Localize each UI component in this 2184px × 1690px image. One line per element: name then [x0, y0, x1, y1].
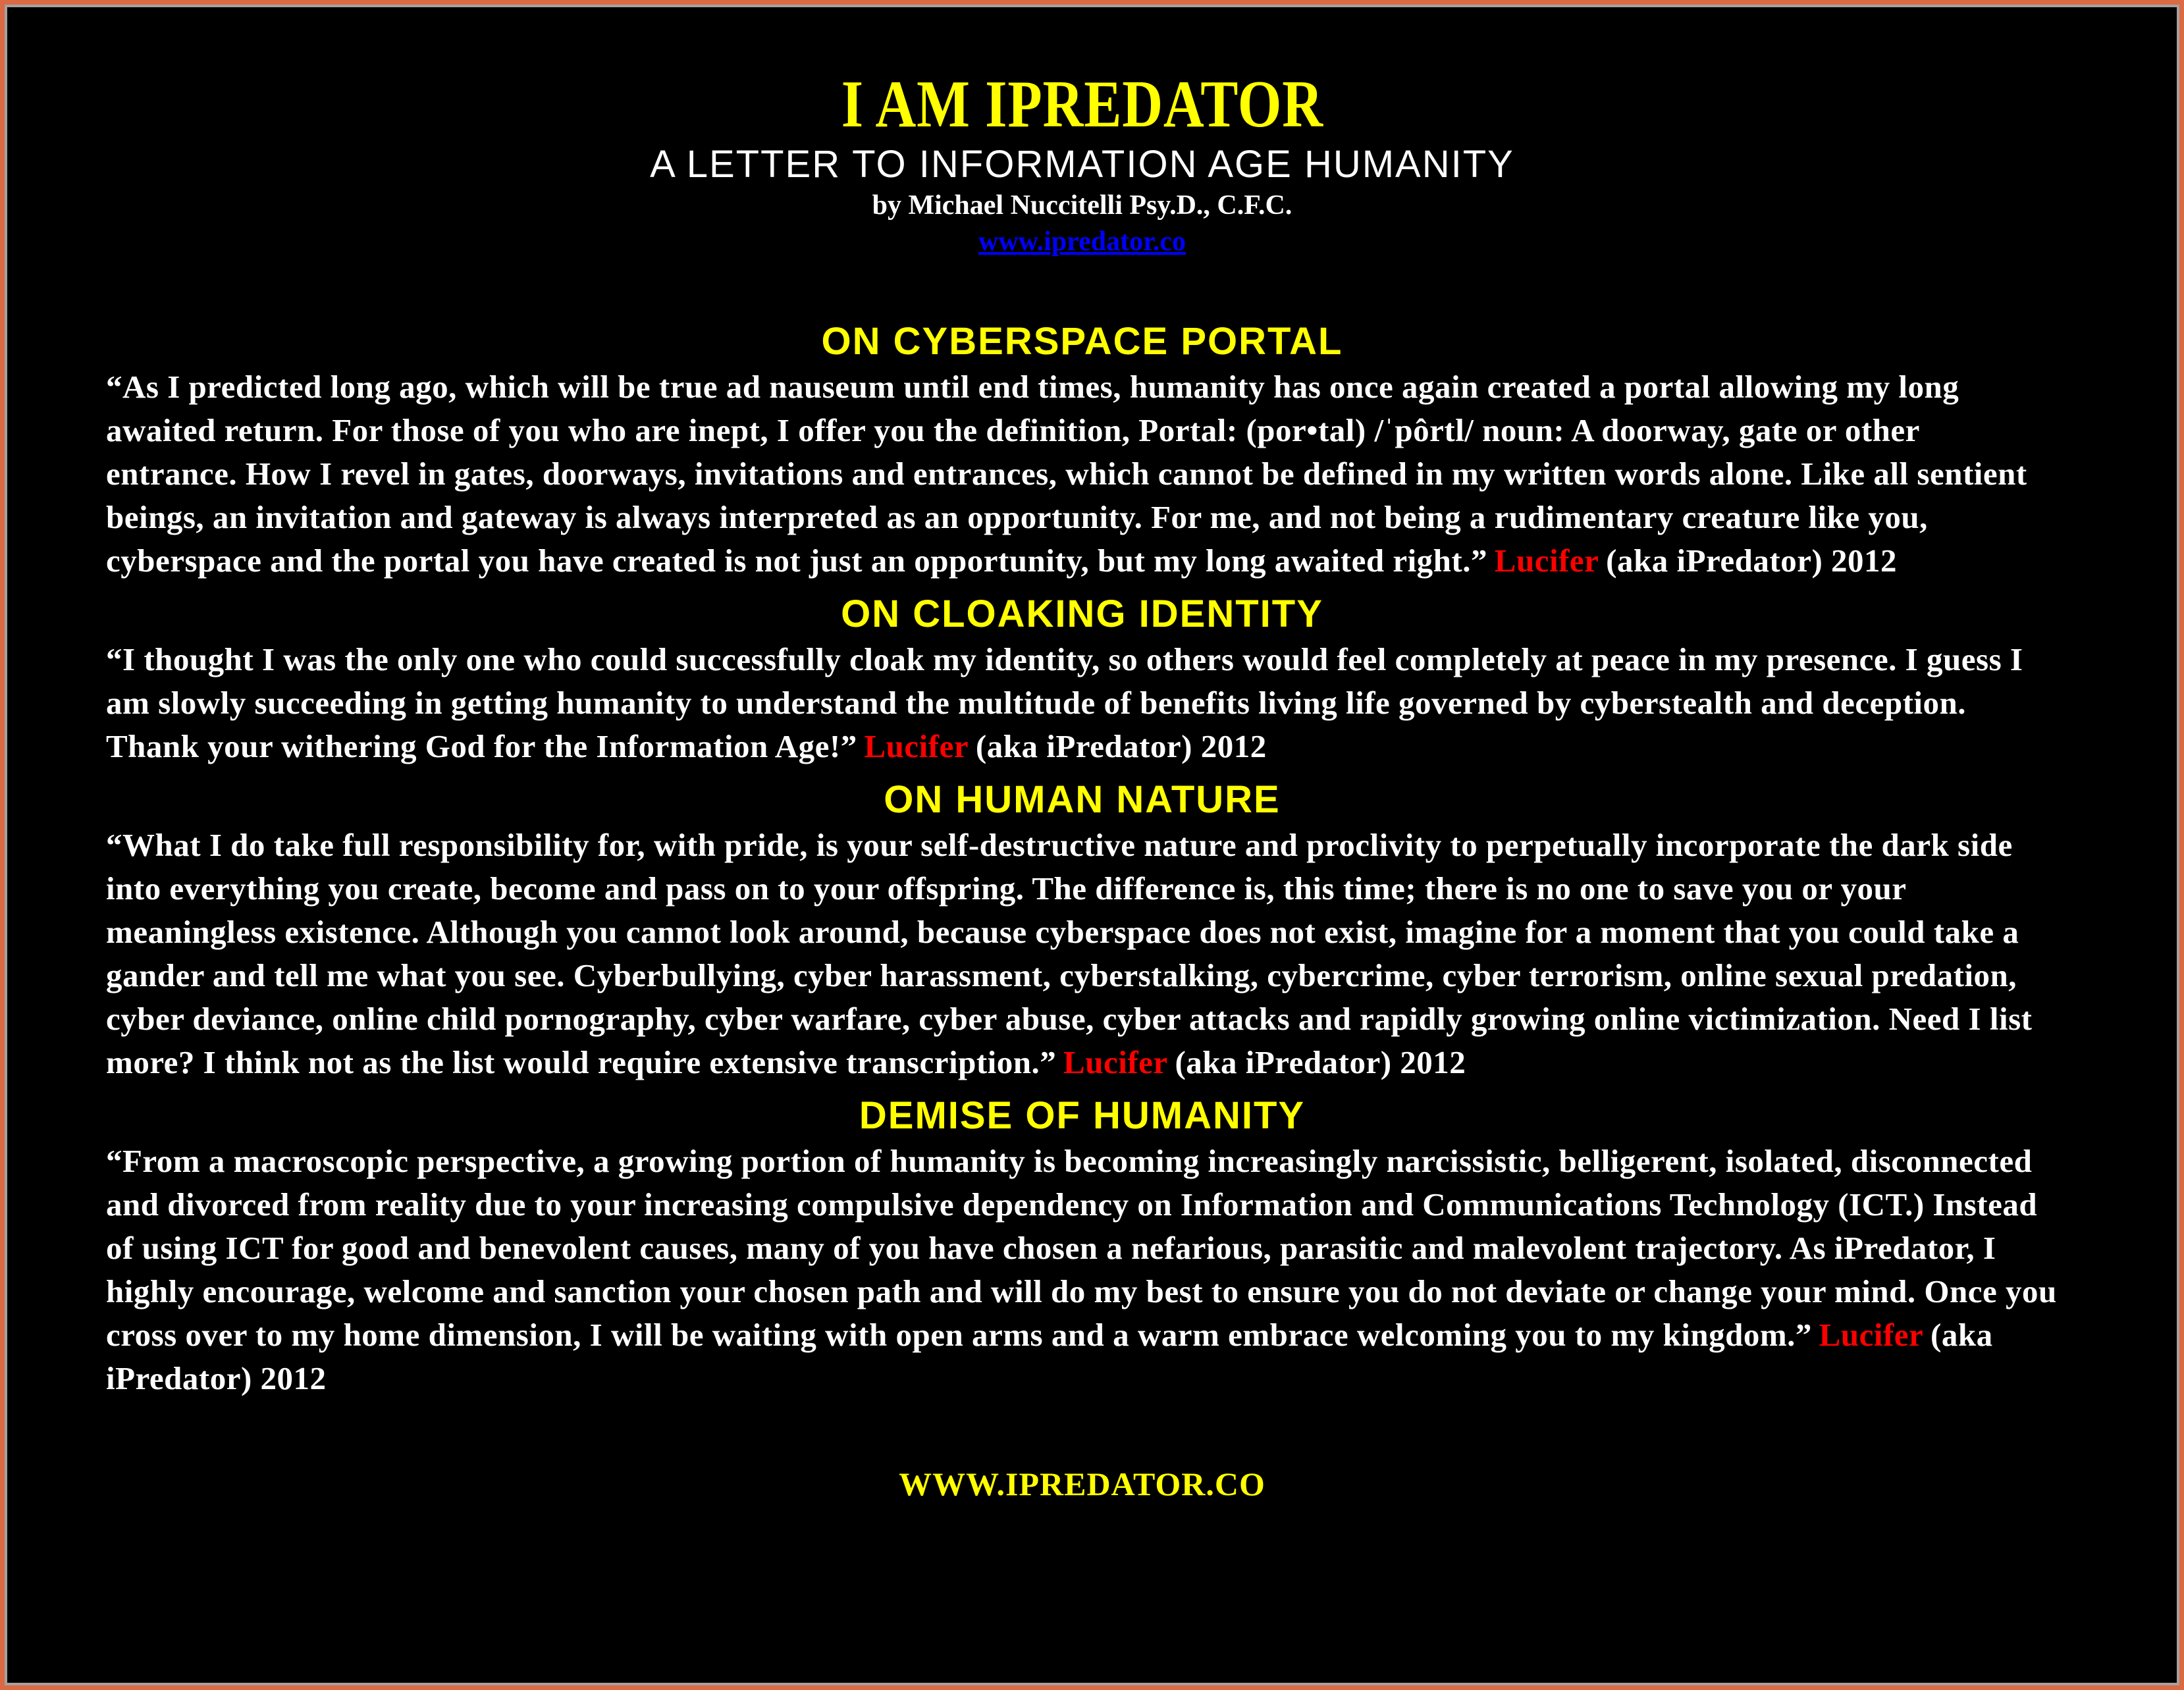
letter-content	[7, 7, 2177, 1683]
page-subtitle: A LETTER TO INFORMATION AGE HUMANITY	[650, 143, 1514, 186]
quote-text: “As I predicted long ago, which will be true ad nauseum until end times, humanity has once again created a portal allowing my long awaited return. For those of you who are inept, I offer you the definition, Portal: (por•tal) /ˈpôrtl/ noun: A doorway, gate or other entrance. How I revel in gates, doorways, invitations and entrances, which cannot be defined in my written words alone. Like all sentient beings, an invitation and gateway is always interpreted as an opportunity. For me, and not being a rudimentary creature like you, cyberspace and the portal you have created is not just an opportunity, but my long awaited right.”	[106, 369, 2027, 579]
page-title-row	[106, 68, 2058, 142]
section-quote-demise-of-humanity	[106, 1140, 2058, 1400]
section-heading-cyberspace-portal: ON CYBERSPACE PORTAL	[821, 320, 1343, 363]
lucifer-attribution: Lucifer	[1819, 1317, 1924, 1353]
masthead	[106, 7, 2058, 260]
lucifer-attribution: Lucifer	[1494, 542, 1599, 579]
quote-text: “What I do take full responsibility for, with pride, is your self-destructive nature and proclivity to perpetually incorporate the dark side into everything you create, become and pass on to your offspring. The difference is, this time; there is no one to save you or your meaningless existence. Although you cannot look around, because cyberspace does not exist, imagine for a moment that you could take a gander and tell me what you see. Cyberbullying, cyber harassment, cyberstalking, cybercrime, cyber terrorism, online sexual predation, cyber deviance, online child pornography, cyber warfare, cyber abuse, cyber attacks and rapidly growing online victimization. Need I list more? I think not as the list would require extensive transcription.”	[106, 827, 2033, 1080]
attribution-suffix: (aka iPredator) 2012	[975, 728, 1267, 764]
website-link-row	[106, 223, 2058, 260]
lucifer-attribution: Lucifer	[1063, 1044, 1168, 1080]
byline: by Michael Nuccitelli Psy.D., C.F.C.	[872, 190, 1292, 221]
quote-text: “I thought I was the only one who could successfully cloak my identity, so others would feel completely at peace in my presence. I guess I am slowly succeeding in getting humanity to understand the multitude of benefits living life governed by cyberstealth and deception. Thank your withering God for the Information Age!”	[106, 641, 2023, 764]
lucifer-attribution: Lucifer	[864, 728, 969, 764]
attribution-suffix: (aka iPredator) 2012	[1175, 1044, 1466, 1080]
page-border	[5, 5, 2179, 1685]
section-quote-human-nature	[106, 824, 2058, 1084]
section-heading-human-nature: ON HUMAN NATURE	[884, 778, 1281, 821]
page-title: I AM IPREDATOR	[841, 67, 1323, 142]
attribution-suffix: (aka iPredator) 2012	[106, 1317, 1993, 1396]
section-heading-cloaking-identity: ON CLOAKING IDENTITY	[841, 593, 1323, 635]
section-heading-demise-of-humanity: DEMISE OF HUMANITY	[859, 1094, 1306, 1137]
footer-url: WWW.IPREDATOR.CO	[899, 1466, 1265, 1502]
website-link[interactable]: www.ipredator.co	[978, 226, 1186, 257]
attribution-suffix: (aka iPredator) 2012	[1606, 542, 1898, 579]
section-quote-cyberspace-portal	[106, 365, 2058, 583]
quote-text: “From a macroscopic perspective, a growing portion of humanity is becoming increasingly narcissistic, belligerent, isolated, disconnected and divorced from reality due to your increasing compulsive dependency on Information and Communications Technology (ICT.) Instead of using ICT for good and benevolent causes, many of you have chosen a nefarious, parasitic and malevolent trajectory. As iPredator, I highly encourage, welcome and sanction your chosen path and will do my best to ensure you do not deviate or change your mind. Once you cross over to my home dimension, I will be waiting with open arms and a warm embrace welcoming you to my kingdom.”	[106, 1143, 2057, 1353]
section-quote-cloaking-identity	[106, 638, 2058, 768]
